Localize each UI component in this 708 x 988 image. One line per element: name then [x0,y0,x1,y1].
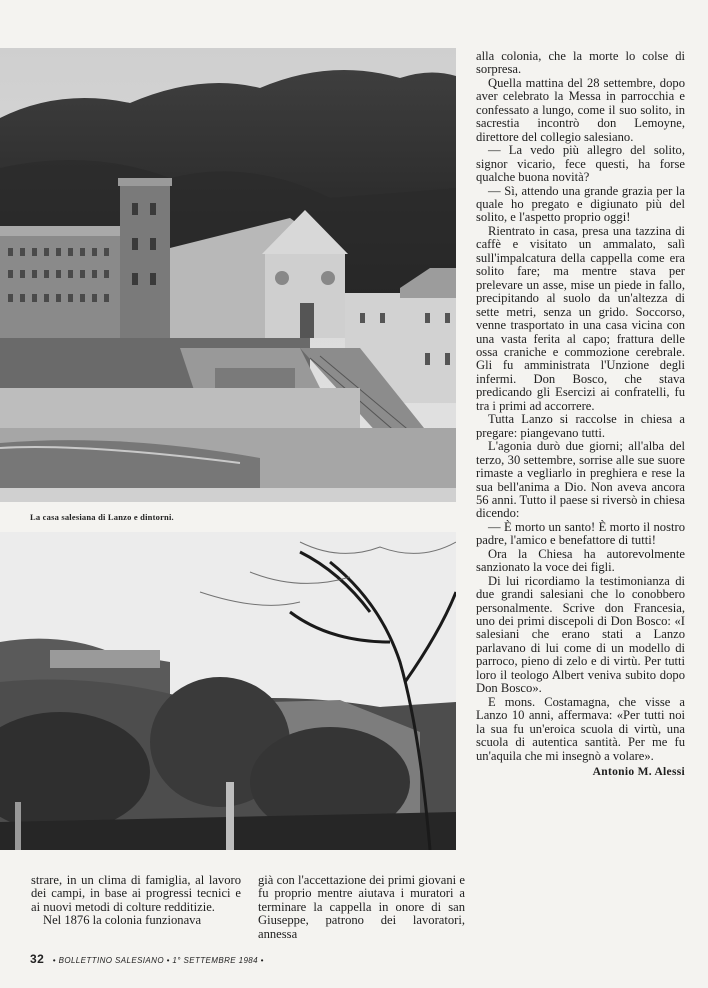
photo-lanzo-surroundings [0,532,456,850]
page-number: 32 [30,952,45,966]
article-right-column [476,50,685,779]
photo-salesian-house-lanzo [0,48,456,502]
paragraph: Quella mattina del 28 settembre, dopo aver celebrato la Messa in parrocchia e confessato a lungo, come il suo solito, in sacrestia incontrò don Lemoyne, direttore del collegio salesiano. [476,75,685,144]
paragraph: L'agonia durò due giorni; all'alba del terzo, 30 settembre, sorrise alle sue suore rimaste a vegliarlo in preghiera e rese la sua bell'anima a Dio. Non aveva ancora 56 anni. Tutto il paese si riversò in chiesa dicendo: [476,439,685,521]
paragraph: Di lui ricordiamo la testimonianza di due grandi salesiani che lo conobbero personalmente. Scrive don Francesia, uno dei primi discepoli di Don Bosco: «I salesiani che erano stati a Lanzo parlavano di lui come di un modello di parroco, pieno di zelo e di virtù. Per tutti loro il teologo Albert veniva subito dopo Don Bosco». [476,573,685,696]
paragraph: Nel 1876 la colonia funzionava [43,913,202,928]
paragraph: Ora la Chiesa ha autorevolmente sanzionato la voce dei figli. [476,546,685,575]
paragraph: già con l'accettazione dei primi giovani e fu proprio mentre aiutava i muratori a terminare la cappella in onore di san Giuseppe, patrono dei lavoratori, annessa [258,873,465,941]
author-signature: Antonio M. Alessi [592,766,685,779]
paragraph: alla colonia, che la morte lo colse di sorpresa. [476,49,685,77]
paragraph: — Sì, attendo una grande grazia per la quale ho pregato e digiunato più del solito, e l'aspetto proprio oggi! [476,183,685,225]
paragraph: — La vedo più allegro del solito, signor vicario, fece questi, ha forse qualche buona novità? [476,143,685,185]
page-footer [30,952,264,966]
article-bottom-middle-column [258,874,465,941]
paragraph: — È morto un santo! È morto il nostro padre, l'amico e benefattore di tutti! [476,519,685,548]
paragraph: strare, in un clima di famiglia, al lavoro dei campi, in base ai progressi tecnici e ai nuovi metodi di colture redditizie. [31,873,241,914]
paragraph: Rientrato in casa, presa una tazzina di caffè e visitato un ammalato, salì sull'impalcatura della cappella come era solito fare; ma mentre stava per prelevare un asse, mise un piede in fallo, precipitando al suolo da un'altezza di sette metri, senza un grido. Soccorso, venne trasportato in una casa vicina con una vasta ferita al capo; frattura delle ossa craniche e commozione cerebrale. Gli fu amministrata l'Unzione degli infermi. Don Bosco, che stava predicando gli Esercizi ai confratelli, fu tra i primi ad accorrere. [476,223,685,413]
publication-name: • BOLLETTINO SALESIANO • 1° SETTEMBRE 1984 • [52,956,264,965]
paragraph: E mons. Costamagna, che visse a Lanzo 10 anni, affermava: «Per tutti noi la sua fu un'eroica scuola di virtù, una scuola di autentica santità. Per me fu un'aquila che mi insegnò a volare». [476,694,685,763]
article-bottom-left-column [31,874,241,928]
photo-caption: La casa salesiana di Lanzo e dintorni. [30,512,174,522]
paragraph: Tutta Lanzo si raccolse in chiesa a pregare: piangevano tutti. [476,412,685,440]
